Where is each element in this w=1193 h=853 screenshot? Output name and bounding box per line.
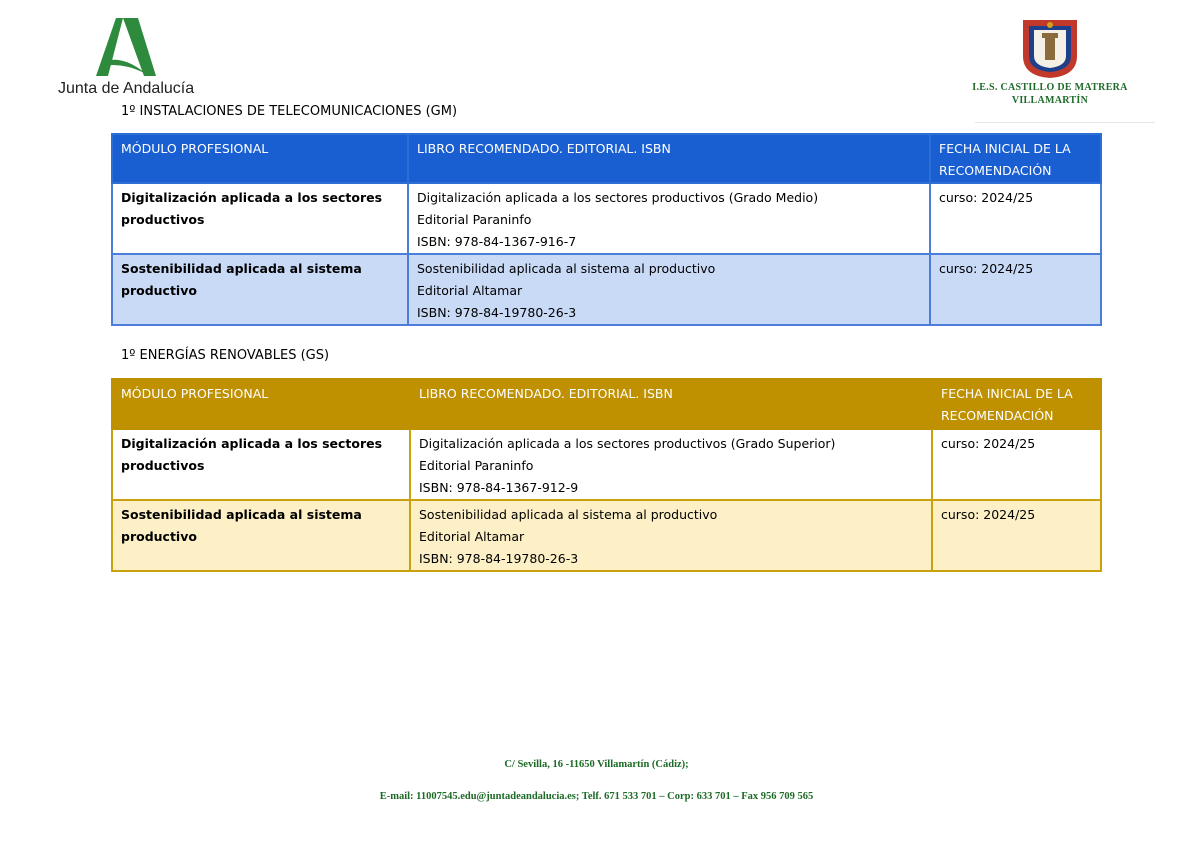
- date-cell: curso: 2024/25: [932, 500, 1101, 571]
- book-cell: [410, 500, 932, 571]
- book-isbn: ISBN: 978-84-1367-916-7: [417, 234, 577, 249]
- section-title-telecom: 1º INSTALACIONES DE TELECOMUNICACIONES (GM): [121, 104, 458, 119]
- footer-address: C/ Sevilla, 16 -11650 Villamartín (Cádiz);: [504, 759, 689, 770]
- column-header-date: FECHA INICIAL DE LA RECOMENDACIÓN: [930, 134, 1101, 183]
- table-header-row: [112, 379, 1101, 429]
- book-publisher: Editorial Altamar: [417, 283, 523, 298]
- book-cell: [408, 254, 930, 325]
- junta-andalucia-logo-icon: [88, 16, 158, 78]
- column-header-date: FECHA INICIAL DE LA RECOMENDACIÓN: [932, 379, 1101, 429]
- date-cell: curso: 2024/25: [932, 429, 1101, 500]
- book-publisher: Editorial Paraninfo: [417, 212, 532, 227]
- book-isbn: ISBN: 978-84-19780-26-3: [417, 305, 577, 320]
- book-title: Digitalización aplicada a los sectores productivos (Grado Medio): [417, 190, 819, 205]
- recommendations-table-renewables: [111, 378, 1102, 572]
- book-isbn: ISBN: 978-84-1367-912-9: [419, 480, 579, 495]
- module-cell: Digitalización aplicada a los sectores productivos: [112, 183, 408, 254]
- header-divider: [975, 122, 1155, 123]
- ies-logo: [955, 16, 1145, 111]
- date-cell: curso: 2024/25: [930, 254, 1101, 325]
- column-header-book: LIBRO RECOMENDADO. EDITORIAL. ISBN: [408, 134, 930, 183]
- ies-name-line2: VILLAMARTÍN: [1011, 95, 1089, 106]
- table-row: [112, 254, 1101, 325]
- junta-andalucia-logo-text: Junta de Andalucía: [58, 80, 195, 97]
- section-title-renewables: 1º ENERGÍAS RENOVABLES (GS): [121, 348, 330, 363]
- column-header-module: MÓDULO PROFESIONAL: [112, 379, 410, 429]
- ies-name-line1: I.E.S. CASTILLO DE MATRERA: [972, 82, 1128, 93]
- book-cell: [408, 183, 930, 254]
- book-title: Sostenibilidad aplicada al sistema al productivo: [419, 507, 718, 522]
- table-header-row: [112, 134, 1101, 183]
- table-row: [112, 500, 1101, 571]
- table-row: [112, 183, 1101, 254]
- column-header-module: MÓDULO PROFESIONAL: [112, 134, 408, 183]
- junta-andalucia-logo: [58, 16, 208, 102]
- column-header-book: LIBRO RECOMENDADO. EDITORIAL. ISBN: [410, 379, 932, 429]
- module-cell: Digitalización aplicada a los sectores productivos: [112, 429, 410, 500]
- ies-castillo-shield-icon: [1015, 16, 1085, 80]
- book-publisher: Editorial Altamar: [419, 529, 525, 544]
- book-title: Digitalización aplicada a los sectores productivos (Grado Superior): [419, 436, 836, 451]
- date-cell: curso: 2024/25: [930, 183, 1101, 254]
- book-title: Sostenibilidad aplicada al sistema al productivo: [417, 261, 716, 276]
- module-cell: Sostenibilidad aplicada al sistema productivo: [112, 254, 408, 325]
- footer-contact: E-mail: 11007545.edu@juntadeandalucia.es; Telf. 671 533 701 – Corp: 633 701 – Fax 956 709 565: [379, 791, 814, 802]
- recommendations-table-telecom: [111, 133, 1102, 326]
- book-isbn: ISBN: 978-84-19780-26-3: [419, 551, 579, 566]
- table-row: [112, 429, 1101, 500]
- book-publisher: Editorial Paraninfo: [419, 458, 534, 473]
- book-cell: [410, 429, 932, 500]
- module-cell: Sostenibilidad aplicada al sistema productivo: [112, 500, 410, 571]
